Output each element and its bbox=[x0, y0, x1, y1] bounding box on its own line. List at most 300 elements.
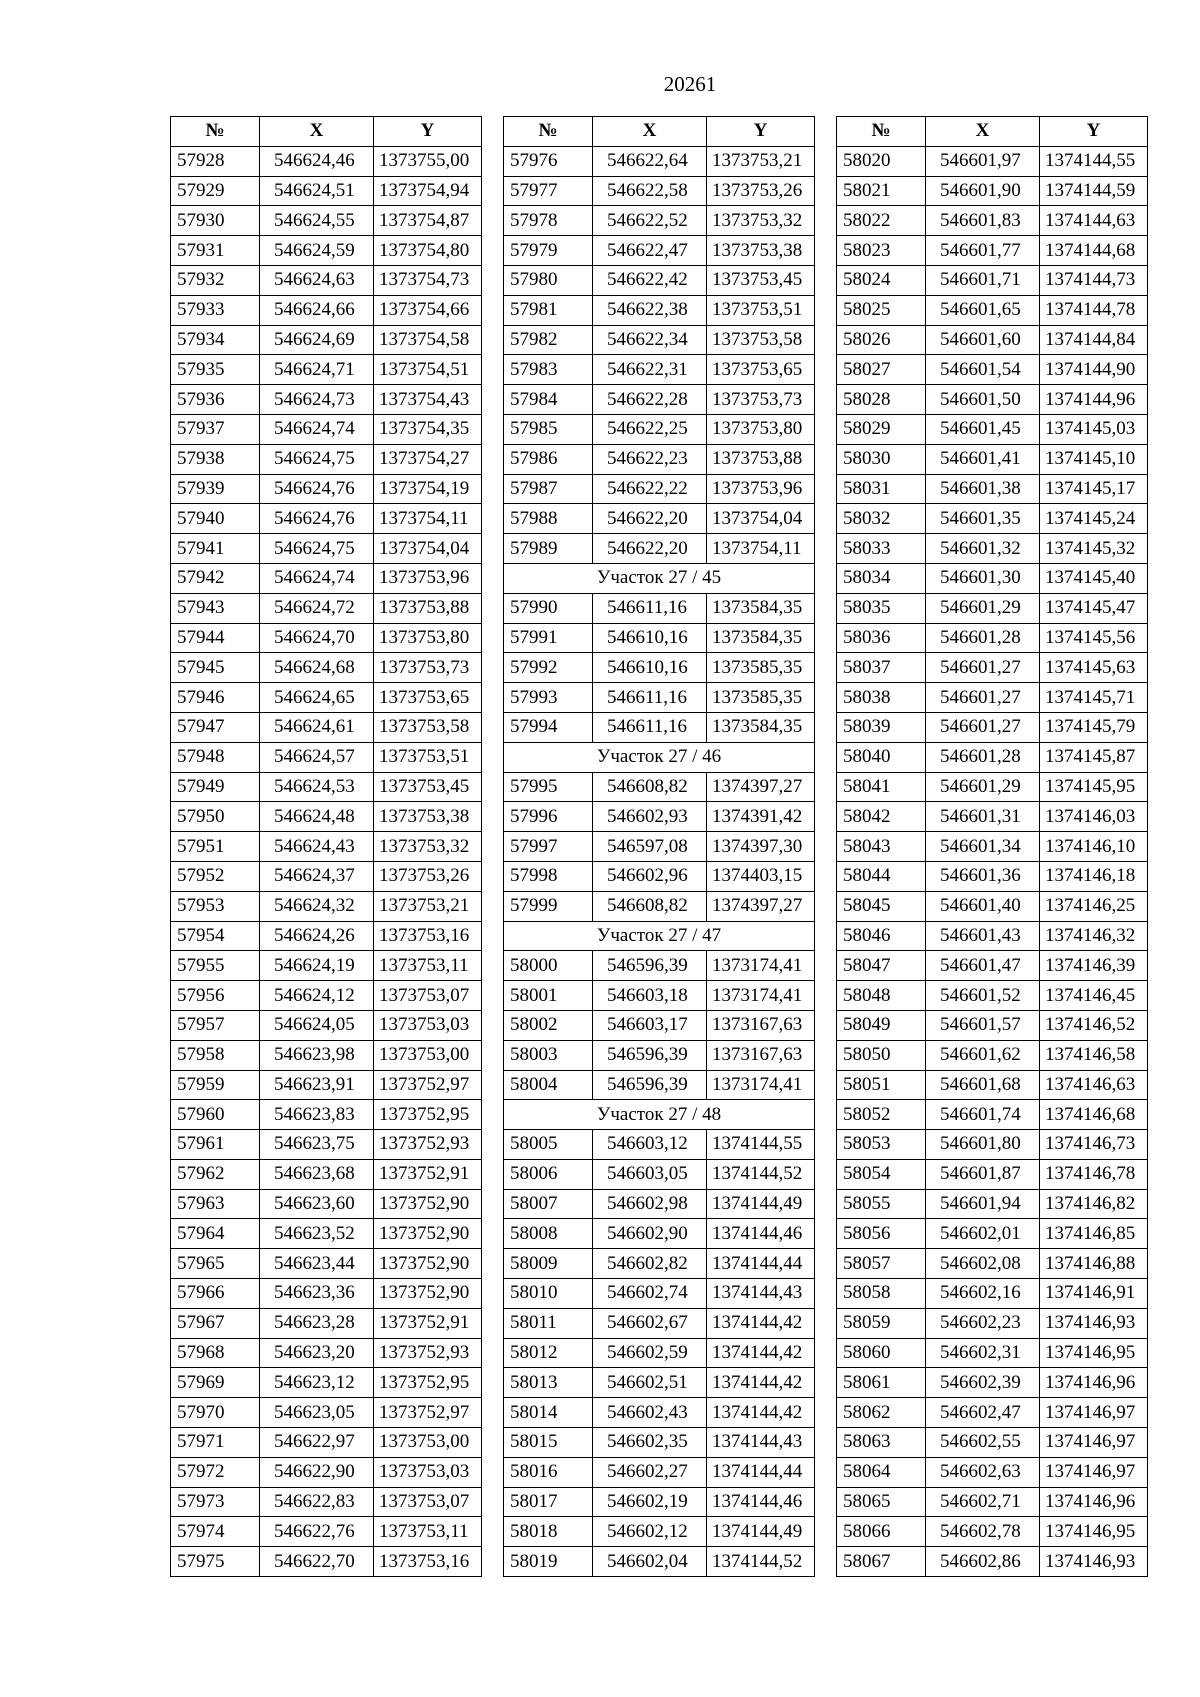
point-number-cell: 58032 bbox=[837, 504, 926, 534]
y-coordinate-cell: 1374144,42 bbox=[707, 1398, 815, 1428]
table-row bbox=[171, 802, 482, 832]
point-number-cell: 58030 bbox=[837, 444, 926, 474]
table-row bbox=[837, 504, 1148, 534]
x-coordinate-cell: 546623,60 bbox=[260, 1189, 374, 1219]
x-coordinate-cell: 546611,16 bbox=[593, 593, 707, 623]
y-coordinate-cell: 1374145,17 bbox=[1040, 474, 1148, 504]
point-number-cell: 58049 bbox=[837, 1010, 926, 1040]
y-coordinate-cell: 1373753,32 bbox=[707, 206, 815, 236]
table-row bbox=[171, 1100, 482, 1130]
table-row bbox=[837, 593, 1148, 623]
y-coordinate-cell: 1373584,35 bbox=[707, 623, 815, 653]
point-number-cell: 57951 bbox=[171, 832, 260, 862]
table-row bbox=[837, 1130, 1148, 1160]
point-number-cell: 57966 bbox=[171, 1279, 260, 1309]
table-row bbox=[171, 712, 482, 742]
x-coordinate-cell: 546624,68 bbox=[260, 653, 374, 683]
point-number-cell: 57930 bbox=[171, 206, 260, 236]
point-number-cell: 58050 bbox=[837, 1040, 926, 1070]
y-coordinate-cell: 1373754,11 bbox=[707, 534, 815, 564]
x-coordinate-cell: 546596,39 bbox=[593, 951, 707, 981]
x-coordinate-cell: 546602,01 bbox=[926, 1219, 1040, 1249]
table-row bbox=[504, 414, 815, 444]
x-coordinate-cell: 546623,20 bbox=[260, 1338, 374, 1368]
y-coordinate-cell: 1374146,91 bbox=[1040, 1279, 1148, 1309]
y-coordinate-cell: 1373753,80 bbox=[707, 414, 815, 444]
y-coordinate-cell: 1374144,52 bbox=[707, 1547, 815, 1577]
table-row bbox=[837, 981, 1148, 1011]
table-row bbox=[837, 802, 1148, 832]
table-row bbox=[171, 1368, 482, 1398]
point-number-cell: 57997 bbox=[504, 832, 593, 862]
section-title: Участок 27 / 45 bbox=[504, 563, 815, 593]
x-coordinate-cell: 546602,39 bbox=[926, 1368, 1040, 1398]
point-number-cell: 58034 bbox=[837, 563, 926, 593]
x-coordinate-cell: 546601,47 bbox=[926, 951, 1040, 981]
y-coordinate-cell: 1373585,35 bbox=[707, 683, 815, 713]
x-coordinate-cell: 546596,39 bbox=[593, 1070, 707, 1100]
x-coordinate-cell: 546602,08 bbox=[926, 1249, 1040, 1279]
section-header-row bbox=[504, 921, 815, 951]
table-row bbox=[171, 832, 482, 862]
x-coordinate-cell: 546624,74 bbox=[260, 414, 374, 444]
point-number-cell: 58065 bbox=[837, 1487, 926, 1517]
point-number-cell: 57983 bbox=[504, 355, 593, 385]
coordinates-table-1 bbox=[170, 116, 482, 1577]
x-coordinate-cell: 546623,98 bbox=[260, 1040, 374, 1070]
table-row bbox=[171, 861, 482, 891]
table-row bbox=[504, 981, 815, 1011]
point-number-cell: 57931 bbox=[171, 236, 260, 266]
table-row bbox=[504, 1457, 815, 1487]
point-number-cell: 57999 bbox=[504, 891, 593, 921]
point-number-cell: 57960 bbox=[171, 1100, 260, 1130]
point-number-cell: 58007 bbox=[504, 1189, 593, 1219]
table-row bbox=[837, 1100, 1148, 1130]
table-row bbox=[504, 1040, 815, 1070]
x-coordinate-cell: 546622,64 bbox=[593, 146, 707, 176]
table-row bbox=[171, 534, 482, 564]
y-coordinate-cell: 1373753,51 bbox=[374, 742, 482, 772]
section-title: Участок 27 / 46 bbox=[504, 742, 815, 772]
table-row bbox=[837, 1368, 1148, 1398]
point-number-cell: 57954 bbox=[171, 921, 260, 951]
x-coordinate-cell: 546624,65 bbox=[260, 683, 374, 713]
point-number-cell: 58000 bbox=[504, 951, 593, 981]
table-row bbox=[837, 206, 1148, 236]
table-row bbox=[837, 355, 1148, 385]
point-number-cell: 58003 bbox=[504, 1040, 593, 1070]
point-number-cell: 58061 bbox=[837, 1368, 926, 1398]
x-coordinate-cell: 546602,16 bbox=[926, 1279, 1040, 1309]
point-number-cell: 58025 bbox=[837, 295, 926, 325]
point-number-cell: 57977 bbox=[504, 176, 593, 206]
point-number-cell: 58053 bbox=[837, 1130, 926, 1160]
point-number-cell: 57953 bbox=[171, 891, 260, 921]
table-row bbox=[837, 1279, 1148, 1309]
x-coordinate-cell: 546602,82 bbox=[593, 1249, 707, 1279]
x-coordinate-cell: 546603,05 bbox=[593, 1159, 707, 1189]
y-coordinate-cell: 1374146,73 bbox=[1040, 1130, 1148, 1160]
point-number-cell: 58035 bbox=[837, 593, 926, 623]
table-row bbox=[171, 1130, 482, 1160]
point-number-cell: 58041 bbox=[837, 772, 926, 802]
y-coordinate-cell: 1373754,66 bbox=[374, 295, 482, 325]
table-row bbox=[504, 802, 815, 832]
point-number-cell: 57947 bbox=[171, 712, 260, 742]
table-header-row bbox=[171, 117, 482, 147]
x-coordinate-cell: 546611,16 bbox=[593, 712, 707, 742]
table-row bbox=[171, 951, 482, 981]
x-coordinate-cell: 546624,57 bbox=[260, 742, 374, 772]
coordinates-table-3 bbox=[836, 116, 1148, 1577]
y-coordinate-cell: 1373752,93 bbox=[374, 1130, 482, 1160]
point-number-cell: 58029 bbox=[837, 414, 926, 444]
point-number-cell: 57982 bbox=[504, 325, 593, 355]
x-coordinate-cell: 546601,52 bbox=[926, 981, 1040, 1011]
x-coordinate-cell: 546622,42 bbox=[593, 265, 707, 295]
y-coordinate-cell: 1374144,84 bbox=[1040, 325, 1148, 355]
x-coordinate-cell: 546601,35 bbox=[926, 504, 1040, 534]
y-coordinate-cell: 1374144,55 bbox=[1040, 146, 1148, 176]
table-row bbox=[171, 1398, 482, 1428]
point-number-cell: 57932 bbox=[171, 265, 260, 295]
column-header-no: № bbox=[504, 117, 593, 147]
x-coordinate-cell: 546602,51 bbox=[593, 1368, 707, 1398]
x-coordinate-cell: 546624,66 bbox=[260, 295, 374, 325]
x-coordinate-cell: 546601,65 bbox=[926, 295, 1040, 325]
section-header-row bbox=[504, 742, 815, 772]
table-header-row bbox=[837, 117, 1148, 147]
point-number-cell: 58022 bbox=[837, 206, 926, 236]
point-number-cell: 57949 bbox=[171, 772, 260, 802]
y-coordinate-cell: 1373752,97 bbox=[374, 1398, 482, 1428]
column-header-x: X bbox=[260, 117, 374, 147]
table-row bbox=[837, 414, 1148, 444]
y-coordinate-cell: 1374144,63 bbox=[1040, 206, 1148, 236]
x-coordinate-cell: 546602,04 bbox=[593, 1547, 707, 1577]
table-row bbox=[171, 1159, 482, 1189]
table-row bbox=[171, 265, 482, 295]
x-coordinate-cell: 546603,18 bbox=[593, 981, 707, 1011]
table-row bbox=[837, 1308, 1148, 1338]
table-row bbox=[504, 1547, 815, 1577]
x-coordinate-cell: 546624,37 bbox=[260, 861, 374, 891]
x-coordinate-cell: 546602,27 bbox=[593, 1457, 707, 1487]
point-number-cell: 58040 bbox=[837, 742, 926, 772]
y-coordinate-cell: 1373753,16 bbox=[374, 1547, 482, 1577]
x-coordinate-cell: 546622,22 bbox=[593, 474, 707, 504]
y-coordinate-cell: 1374146,96 bbox=[1040, 1487, 1148, 1517]
x-coordinate-cell: 546601,83 bbox=[926, 206, 1040, 236]
table-row bbox=[837, 712, 1148, 742]
point-number-cell: 58017 bbox=[504, 1487, 593, 1517]
y-coordinate-cell: 1374145,03 bbox=[1040, 414, 1148, 444]
y-coordinate-cell: 1373753,32 bbox=[374, 832, 482, 862]
point-number-cell: 58002 bbox=[504, 1010, 593, 1040]
point-number-cell: 58042 bbox=[837, 802, 926, 832]
x-coordinate-cell: 546623,52 bbox=[260, 1219, 374, 1249]
table-row bbox=[171, 1070, 482, 1100]
table-row bbox=[504, 295, 815, 325]
y-coordinate-cell: 1374397,27 bbox=[707, 772, 815, 802]
table-row bbox=[837, 891, 1148, 921]
y-coordinate-cell: 1374144,90 bbox=[1040, 355, 1148, 385]
x-coordinate-cell: 546622,47 bbox=[593, 236, 707, 266]
table-row bbox=[171, 653, 482, 683]
x-coordinate-cell: 546624,26 bbox=[260, 921, 374, 951]
x-coordinate-cell: 546624,59 bbox=[260, 236, 374, 266]
x-coordinate-cell: 546624,48 bbox=[260, 802, 374, 832]
table-row bbox=[837, 1428, 1148, 1458]
x-coordinate-cell: 546624,74 bbox=[260, 563, 374, 593]
x-coordinate-cell: 546601,45 bbox=[926, 414, 1040, 444]
point-number-cell: 58067 bbox=[837, 1547, 926, 1577]
table-row bbox=[171, 772, 482, 802]
x-coordinate-cell: 546601,94 bbox=[926, 1189, 1040, 1219]
table-row bbox=[837, 742, 1148, 772]
table-row bbox=[504, 176, 815, 206]
point-number-cell: 57986 bbox=[504, 444, 593, 474]
table-row bbox=[171, 593, 482, 623]
x-coordinate-cell: 546597,08 bbox=[593, 832, 707, 862]
point-number-cell: 57937 bbox=[171, 414, 260, 444]
point-number-cell: 58012 bbox=[504, 1338, 593, 1368]
x-coordinate-cell: 546602,90 bbox=[593, 1219, 707, 1249]
point-number-cell: 58010 bbox=[504, 1279, 593, 1309]
y-coordinate-cell: 1374146,95 bbox=[1040, 1517, 1148, 1547]
table-row bbox=[504, 1189, 815, 1219]
table-row bbox=[837, 474, 1148, 504]
y-coordinate-cell: 1373754,80 bbox=[374, 236, 482, 266]
y-coordinate-cell: 1374144,73 bbox=[1040, 265, 1148, 295]
table-row bbox=[171, 742, 482, 772]
table-row bbox=[171, 623, 482, 653]
x-coordinate-cell: 546622,20 bbox=[593, 534, 707, 564]
y-coordinate-cell: 1373753,26 bbox=[374, 861, 482, 891]
x-coordinate-cell: 546602,96 bbox=[593, 861, 707, 891]
y-coordinate-cell: 1374146,68 bbox=[1040, 1100, 1148, 1130]
table-row bbox=[171, 1547, 482, 1577]
point-number-cell: 58019 bbox=[504, 1547, 593, 1577]
y-coordinate-cell: 1373753,03 bbox=[374, 1010, 482, 1040]
y-coordinate-cell: 1374144,46 bbox=[707, 1487, 815, 1517]
table-row bbox=[504, 146, 815, 176]
x-coordinate-cell: 546624,61 bbox=[260, 712, 374, 742]
y-coordinate-cell: 1373174,41 bbox=[707, 981, 815, 1011]
table-row bbox=[171, 1338, 482, 1368]
y-coordinate-cell: 1373752,91 bbox=[374, 1308, 482, 1338]
table-row bbox=[504, 1279, 815, 1309]
point-number-cell: 57992 bbox=[504, 653, 593, 683]
x-coordinate-cell: 546624,46 bbox=[260, 146, 374, 176]
x-coordinate-cell: 546624,70 bbox=[260, 623, 374, 653]
table-row bbox=[504, 1219, 815, 1249]
y-coordinate-cell: 1374144,46 bbox=[707, 1219, 815, 1249]
x-coordinate-cell: 546601,77 bbox=[926, 236, 1040, 266]
y-coordinate-cell: 1374146,32 bbox=[1040, 921, 1148, 951]
table-row bbox=[837, 1219, 1148, 1249]
y-coordinate-cell: 1373174,41 bbox=[707, 951, 815, 981]
point-number-cell: 58023 bbox=[837, 236, 926, 266]
x-coordinate-cell: 546602,12 bbox=[593, 1517, 707, 1547]
point-number-cell: 57963 bbox=[171, 1189, 260, 1219]
point-number-cell: 58066 bbox=[837, 1517, 926, 1547]
table-row bbox=[504, 861, 815, 891]
y-coordinate-cell: 1373753,38 bbox=[707, 236, 815, 266]
y-coordinate-cell: 1373754,87 bbox=[374, 206, 482, 236]
table-row bbox=[171, 1279, 482, 1309]
point-number-cell: 58033 bbox=[837, 534, 926, 564]
point-number-cell: 58045 bbox=[837, 891, 926, 921]
x-coordinate-cell: 546624,75 bbox=[260, 444, 374, 474]
y-coordinate-cell: 1374146,88 bbox=[1040, 1249, 1148, 1279]
x-coordinate-cell: 546596,39 bbox=[593, 1040, 707, 1070]
x-coordinate-cell: 546602,19 bbox=[593, 1487, 707, 1517]
y-coordinate-cell: 1373754,27 bbox=[374, 444, 482, 474]
table-row bbox=[504, 1517, 815, 1547]
y-coordinate-cell: 1373753,45 bbox=[707, 265, 815, 295]
x-coordinate-cell: 546603,12 bbox=[593, 1130, 707, 1160]
x-coordinate-cell: 546602,98 bbox=[593, 1189, 707, 1219]
y-coordinate-cell: 1373753,00 bbox=[374, 1428, 482, 1458]
y-coordinate-cell: 1374144,96 bbox=[1040, 385, 1148, 415]
point-number-cell: 58020 bbox=[837, 146, 926, 176]
y-coordinate-cell: 1373753,21 bbox=[707, 146, 815, 176]
x-coordinate-cell: 546622,23 bbox=[593, 444, 707, 474]
table-row bbox=[504, 504, 815, 534]
y-coordinate-cell: 1374144,44 bbox=[707, 1457, 815, 1487]
table-row bbox=[837, 683, 1148, 713]
y-coordinate-cell: 1374146,63 bbox=[1040, 1070, 1148, 1100]
x-coordinate-cell: 546623,75 bbox=[260, 1130, 374, 1160]
point-number-cell: 57935 bbox=[171, 355, 260, 385]
point-number-cell: 58052 bbox=[837, 1100, 926, 1130]
x-coordinate-cell: 546603,17 bbox=[593, 1010, 707, 1040]
point-number-cell: 58013 bbox=[504, 1368, 593, 1398]
y-coordinate-cell: 1373754,51 bbox=[374, 355, 482, 385]
y-coordinate-cell: 1373753,38 bbox=[374, 802, 482, 832]
point-number-cell: 57970 bbox=[171, 1398, 260, 1428]
y-coordinate-cell: 1374145,32 bbox=[1040, 534, 1148, 564]
y-coordinate-cell: 1374144,42 bbox=[707, 1368, 815, 1398]
table-row bbox=[837, 1457, 1148, 1487]
y-coordinate-cell: 1373753,96 bbox=[374, 563, 482, 593]
x-coordinate-cell: 546601,68 bbox=[926, 1070, 1040, 1100]
point-number-cell: 58008 bbox=[504, 1219, 593, 1249]
table-row bbox=[837, 1189, 1148, 1219]
y-coordinate-cell: 1374146,97 bbox=[1040, 1398, 1148, 1428]
y-coordinate-cell: 1373754,19 bbox=[374, 474, 482, 504]
x-coordinate-cell: 546623,05 bbox=[260, 1398, 374, 1428]
point-number-cell: 58063 bbox=[837, 1428, 926, 1458]
y-coordinate-cell: 1374146,58 bbox=[1040, 1040, 1148, 1070]
y-coordinate-cell: 1373753,88 bbox=[374, 593, 482, 623]
y-coordinate-cell: 1374146,18 bbox=[1040, 861, 1148, 891]
x-coordinate-cell: 546611,16 bbox=[593, 683, 707, 713]
y-coordinate-cell: 1374403,15 bbox=[707, 861, 815, 891]
point-number-cell: 57958 bbox=[171, 1040, 260, 1070]
point-number-cell: 58047 bbox=[837, 951, 926, 981]
x-coordinate-cell: 546602,71 bbox=[926, 1487, 1040, 1517]
x-coordinate-cell: 546601,50 bbox=[926, 385, 1040, 415]
point-number-cell: 57988 bbox=[504, 504, 593, 534]
y-coordinate-cell: 1374145,87 bbox=[1040, 742, 1148, 772]
x-coordinate-cell: 546601,27 bbox=[926, 712, 1040, 742]
y-coordinate-cell: 1373754,73 bbox=[374, 265, 482, 295]
table-row bbox=[837, 534, 1148, 564]
table-row bbox=[504, 1368, 815, 1398]
y-coordinate-cell: 1373752,90 bbox=[374, 1189, 482, 1219]
point-number-cell: 57975 bbox=[171, 1547, 260, 1577]
y-coordinate-cell: 1373753,07 bbox=[374, 1487, 482, 1517]
table-row bbox=[504, 1338, 815, 1368]
y-coordinate-cell: 1373754,43 bbox=[374, 385, 482, 415]
y-coordinate-cell: 1374146,45 bbox=[1040, 981, 1148, 1011]
y-coordinate-cell: 1373753,58 bbox=[374, 712, 482, 742]
point-number-cell: 57971 bbox=[171, 1428, 260, 1458]
point-number-cell: 57948 bbox=[171, 742, 260, 772]
x-coordinate-cell: 546601,31 bbox=[926, 802, 1040, 832]
y-coordinate-cell: 1373585,35 bbox=[707, 653, 815, 683]
y-coordinate-cell: 1374144,49 bbox=[707, 1189, 815, 1219]
y-coordinate-cell: 1373753,11 bbox=[374, 951, 482, 981]
y-coordinate-cell: 1373752,90 bbox=[374, 1219, 482, 1249]
table-row bbox=[504, 206, 815, 236]
table-row bbox=[504, 385, 815, 415]
y-coordinate-cell: 1374144,52 bbox=[707, 1159, 815, 1189]
y-coordinate-cell: 1374144,42 bbox=[707, 1338, 815, 1368]
x-coordinate-cell: 546602,67 bbox=[593, 1308, 707, 1338]
y-coordinate-cell: 1373752,93 bbox=[374, 1338, 482, 1368]
section-title: Участок 27 / 47 bbox=[504, 921, 815, 951]
point-number-cell: 57990 bbox=[504, 593, 593, 623]
point-number-cell: 58039 bbox=[837, 712, 926, 742]
table-row bbox=[171, 921, 482, 951]
x-coordinate-cell: 546602,55 bbox=[926, 1428, 1040, 1458]
y-coordinate-cell: 1374146,39 bbox=[1040, 951, 1148, 981]
table-row bbox=[171, 1249, 482, 1279]
point-number-cell: 57979 bbox=[504, 236, 593, 266]
x-coordinate-cell: 546624,73 bbox=[260, 385, 374, 415]
x-coordinate-cell: 546624,72 bbox=[260, 593, 374, 623]
y-coordinate-cell: 1373753,51 bbox=[707, 295, 815, 325]
table-row bbox=[171, 355, 482, 385]
table-row bbox=[171, 414, 482, 444]
table-row bbox=[837, 325, 1148, 355]
y-coordinate-cell: 1374144,78 bbox=[1040, 295, 1148, 325]
y-coordinate-cell: 1373584,35 bbox=[707, 712, 815, 742]
x-coordinate-cell: 546602,86 bbox=[926, 1547, 1040, 1577]
y-coordinate-cell: 1373754,04 bbox=[374, 534, 482, 564]
table-row bbox=[837, 295, 1148, 325]
x-coordinate-cell: 546601,97 bbox=[926, 146, 1040, 176]
x-coordinate-cell: 546623,28 bbox=[260, 1308, 374, 1338]
x-coordinate-cell: 546601,57 bbox=[926, 1010, 1040, 1040]
table-row bbox=[837, 265, 1148, 295]
table-row bbox=[171, 1487, 482, 1517]
x-coordinate-cell: 546601,80 bbox=[926, 1130, 1040, 1160]
point-number-cell: 58060 bbox=[837, 1338, 926, 1368]
table-row bbox=[171, 176, 482, 206]
x-coordinate-cell: 546624,53 bbox=[260, 772, 374, 802]
y-coordinate-cell: 1373753,11 bbox=[374, 1517, 482, 1547]
y-coordinate-cell: 1374146,93 bbox=[1040, 1547, 1148, 1577]
table-row bbox=[837, 921, 1148, 951]
point-number-cell: 57993 bbox=[504, 683, 593, 713]
table-row bbox=[504, 653, 815, 683]
table-row bbox=[171, 236, 482, 266]
